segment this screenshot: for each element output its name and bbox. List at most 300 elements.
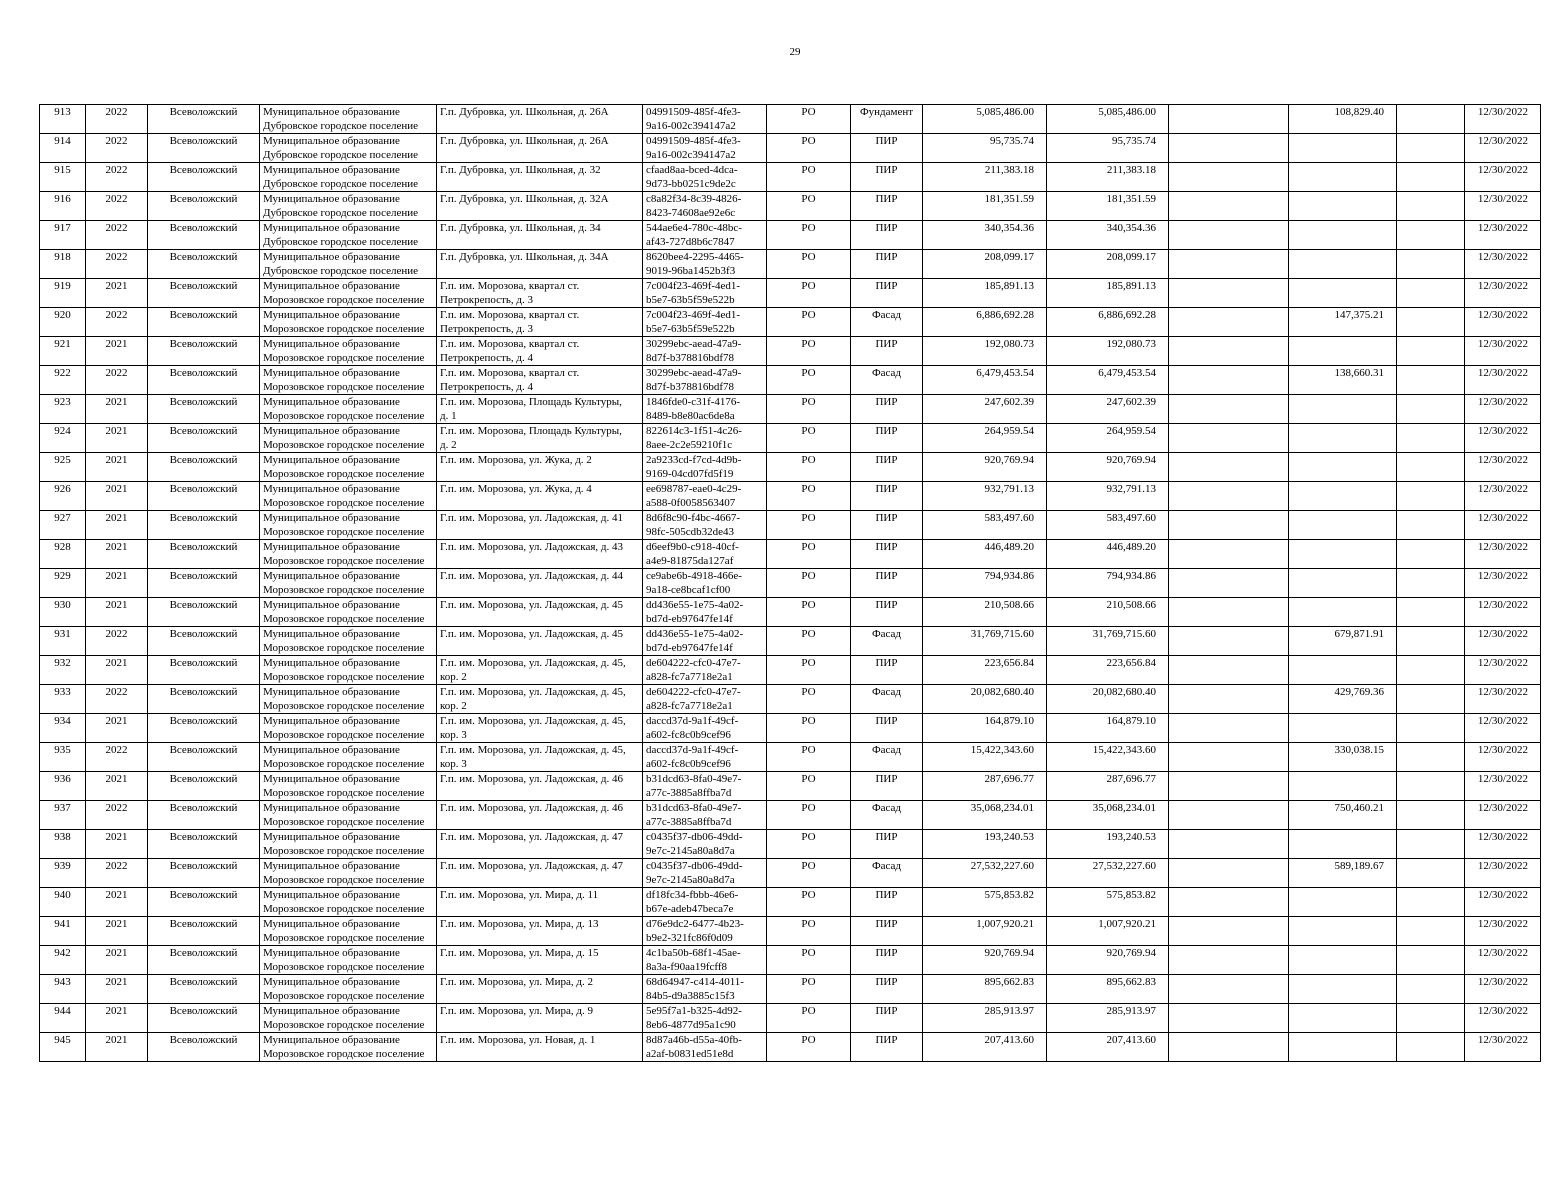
table-row [40, 946, 1541, 975]
cell-source: РО [767, 830, 851, 859]
cell-guid [643, 453, 767, 482]
cell-date: 12/30/2022 [1465, 366, 1541, 395]
cell-date: 12/30/2022 [1465, 105, 1541, 134]
cell-guid [643, 424, 767, 453]
cell-total-sum: 95,735.74 [923, 134, 1047, 163]
cell-district: Всеволожский [148, 1004, 260, 1033]
cell-municipality-line: Муниципальное образование [263, 454, 400, 466]
cell-col-4 [1289, 453, 1397, 482]
cell-municipality [260, 134, 437, 163]
cell-address [437, 337, 643, 366]
cell-municipality [260, 772, 437, 801]
cell-address-line: Г.п. им. Морозова, ул. Новая, д. 1 [440, 1034, 596, 1046]
cell-municipality-line: Морозовское городское поселение [263, 990, 425, 1002]
cell-work-type: ПИР [851, 714, 923, 743]
cell-address [437, 482, 643, 511]
cell-col-4 [1289, 569, 1397, 598]
cell-municipality [260, 888, 437, 917]
cell-col-3 [1169, 743, 1289, 772]
cell-address-line: Г.п. Дубровка, ул. Школьная, д. 34А [440, 251, 609, 263]
cell-work-type: Фасад [851, 308, 923, 337]
cell-municipality [260, 685, 437, 714]
cell-address-line: Г.п. им. Морозова, ул. Ладожская, д. 43 [440, 541, 623, 553]
cell-col-4 [1289, 540, 1397, 569]
cell-col-5 [1397, 1004, 1465, 1033]
cell-source: РО [767, 453, 851, 482]
cell-total-sum: 6,479,453.54 [923, 366, 1047, 395]
cell-col-5 [1397, 337, 1465, 366]
table-row [40, 1033, 1541, 1062]
cell-total-sum: 446,489.20 [923, 540, 1047, 569]
cell-municipality-line: Морозовское городское поселение [263, 932, 425, 944]
cell-address [437, 888, 643, 917]
cell-guid [643, 946, 767, 975]
cell-guid-line: 8423-74608ae92e6c [646, 207, 736, 219]
cell-guid [643, 714, 767, 743]
cell-col-4 [1289, 337, 1397, 366]
cell-sum-fund: 794,934.86 [1047, 569, 1169, 598]
table-row [40, 801, 1541, 830]
cell-row-number: 920 [40, 308, 86, 337]
cell-district: Всеволожский [148, 975, 260, 1004]
cell-total-sum: 1,007,920.21 [923, 917, 1047, 946]
table-row [40, 656, 1541, 685]
cell-year: 2021 [86, 337, 148, 366]
cell-guid-line: a828-fc7a7718e2a1 [646, 671, 733, 683]
cell-year: 2021 [86, 395, 148, 424]
table-row [40, 714, 1541, 743]
cell-total-sum: 285,913.97 [923, 1004, 1047, 1033]
cell-total-sum: 185,891.13 [923, 279, 1047, 308]
cell-address [437, 250, 643, 279]
table-row [40, 105, 1541, 134]
cell-guid-line: 8d7f-b378816bdf78 [646, 381, 734, 393]
cell-district: Всеволожский [148, 192, 260, 221]
cell-municipality-line: Муниципальное образование [263, 889, 400, 901]
cell-source: РО [767, 366, 851, 395]
cell-col-3 [1169, 308, 1289, 337]
cell-guid-line: cfaad8aa-bced-4dca- [646, 164, 738, 176]
cell-guid [643, 743, 767, 772]
cell-work-type: ПИР [851, 540, 923, 569]
cell-district: Всеволожский [148, 395, 260, 424]
cell-address-line: Г.п. им. Морозова, ул. Жука, д. 4 [440, 483, 592, 495]
cell-guid [643, 569, 767, 598]
cell-work-type: Фасад [851, 743, 923, 772]
cell-municipality-line: Муниципальное образование [263, 251, 400, 263]
cell-address-line: Г.п. Дубровка, ул. Школьная, д. 26А [440, 135, 609, 147]
cell-row-number: 917 [40, 221, 86, 250]
cell-municipality [260, 308, 437, 337]
cell-guid [643, 1004, 767, 1033]
cell-municipality-line: Муниципальное образование [263, 1034, 400, 1046]
cell-source: РО [767, 337, 851, 366]
cell-work-type: ПИР [851, 337, 923, 366]
cell-date: 12/30/2022 [1465, 830, 1541, 859]
cell-address [437, 772, 643, 801]
cell-address [437, 163, 643, 192]
cell-year: 2022 [86, 801, 148, 830]
cell-municipality-line: Морозовское городское поселение [263, 323, 425, 335]
cell-district: Всеволожский [148, 134, 260, 163]
cell-col-3 [1169, 685, 1289, 714]
cell-guid-line: ee698787-eae0-4c29- [646, 483, 742, 495]
cell-year: 2021 [86, 598, 148, 627]
cell-row-number: 934 [40, 714, 86, 743]
cell-work-type: ПИР [851, 917, 923, 946]
cell-work-type: ПИР [851, 134, 923, 163]
cell-row-number: 928 [40, 540, 86, 569]
cell-municipality [260, 946, 437, 975]
cell-address [437, 830, 643, 859]
cell-sum-fund: 920,769.94 [1047, 946, 1169, 975]
cell-guid-line: 9d73-bb0251c9de2c [646, 178, 736, 190]
cell-total-sum: 181,351.59 [923, 192, 1047, 221]
cell-guid-line: bd7d-eb97647fe14f [646, 613, 733, 625]
cell-guid-line: af43-727d8b6c7847 [646, 236, 735, 248]
cell-municipality-line: Дубровское городское поселение [263, 178, 419, 190]
cell-guid [643, 917, 767, 946]
cell-municipality-line: Муниципальное образование [263, 483, 400, 495]
cell-col-5 [1397, 134, 1465, 163]
cell-address-line: Г.п. им. Морозова, квартал ст. [440, 367, 580, 379]
cell-guid-line: 04991509-485f-4fe3- [646, 135, 741, 147]
cell-col-3 [1169, 250, 1289, 279]
cell-col-3 [1169, 656, 1289, 685]
cell-address [437, 714, 643, 743]
cell-municipality-line: Морозовское городское поселение [263, 758, 425, 770]
cell-col-3 [1169, 192, 1289, 221]
cell-address [437, 395, 643, 424]
cell-sum-fund: 35,068,234.01 [1047, 801, 1169, 830]
table-row [40, 685, 1541, 714]
cell-sum-fund: 193,240.53 [1047, 830, 1169, 859]
cell-municipality-line: Муниципальное образование [263, 512, 400, 524]
cell-guid-line: b31dcd63-8fa0-49e7- [646, 773, 742, 785]
table-row [40, 598, 1541, 627]
cell-col-4 [1289, 482, 1397, 511]
cell-source: РО [767, 1004, 851, 1033]
cell-guid [643, 540, 767, 569]
cell-guid-line: 9169-04cd07fd5f19 [646, 468, 734, 480]
cell-total-sum: 207,413.60 [923, 1033, 1047, 1062]
cell-address [437, 192, 643, 221]
cell-col-3 [1169, 424, 1289, 453]
cell-date: 12/30/2022 [1465, 627, 1541, 656]
cell-district: Всеволожский [148, 859, 260, 888]
table-row [40, 308, 1541, 337]
cell-address-line: Г.п. им. Морозова, ул. Ладожская, д. 45, [440, 686, 626, 698]
cell-row-number: 919 [40, 279, 86, 308]
cell-col-3 [1169, 511, 1289, 540]
cell-address-line: Г.п. им. Морозова, ул. Ладожская, д. 45, [440, 657, 626, 669]
cell-guid [643, 888, 767, 917]
cell-col-3 [1169, 105, 1289, 134]
cell-guid-line: 8d6f8c90-f4bc-4667- [646, 512, 741, 524]
cell-municipality-line: Муниципальное образование [263, 193, 400, 205]
cell-district: Всеволожский [148, 337, 260, 366]
cell-col-5 [1397, 598, 1465, 627]
table-row [40, 569, 1541, 598]
cell-total-sum: 193,240.53 [923, 830, 1047, 859]
cell-district: Всеволожский [148, 946, 260, 975]
cell-work-type: ПИР [851, 656, 923, 685]
cell-municipality-line: Морозовское городское поселение [263, 845, 425, 857]
cell-municipality-line: Морозовское городское поселение [263, 816, 425, 828]
cell-total-sum: 895,662.83 [923, 975, 1047, 1004]
cell-source: РО [767, 569, 851, 598]
cell-municipality-line: Муниципальное образование [263, 773, 400, 785]
cell-col-4: 330,038.15 [1289, 743, 1397, 772]
cell-guid-line: d76e9dc2-6477-4b23- [646, 918, 744, 930]
cell-col-4 [1289, 917, 1397, 946]
cell-municipality [260, 482, 437, 511]
cell-row-number: 916 [40, 192, 86, 221]
cell-date: 12/30/2022 [1465, 308, 1541, 337]
cell-municipality [260, 714, 437, 743]
table-row [40, 337, 1541, 366]
cell-sum-fund: 185,891.13 [1047, 279, 1169, 308]
cell-year: 2022 [86, 366, 148, 395]
cell-col-5 [1397, 366, 1465, 395]
cell-col-4 [1289, 221, 1397, 250]
cell-year: 2021 [86, 830, 148, 859]
cell-address-line: Г.п. им. Морозова, ул. Ладожская, д. 47 [440, 831, 623, 843]
cell-source: РО [767, 772, 851, 801]
cell-row-number: 930 [40, 598, 86, 627]
cell-col-3 [1169, 772, 1289, 801]
cell-row-number: 945 [40, 1033, 86, 1062]
cell-year: 2022 [86, 743, 148, 772]
cell-municipality-line: Морозовское городское поселение [263, 787, 425, 799]
cell-guid-line: 98fc-505cdb32de43 [646, 526, 734, 538]
cell-col-3 [1169, 888, 1289, 917]
cell-address-line: Г.п. им. Морозова, ул. Ладожская, д. 45 [440, 599, 623, 611]
cell-address-line: Г.п. им. Морозова, ул. Ладожская, д. 45, [440, 744, 626, 756]
cell-source: РО [767, 105, 851, 134]
cell-municipality [260, 366, 437, 395]
cell-date: 12/30/2022 [1465, 859, 1541, 888]
cell-address-line: Г.п. Дубровка, ул. Школьная, д. 32А [440, 193, 609, 205]
cell-guid-line: 4c1ba50b-68f1-45ae- [646, 947, 741, 959]
cell-col-3 [1169, 366, 1289, 395]
cell-year: 2021 [86, 946, 148, 975]
cell-municipality [260, 830, 437, 859]
cell-col-3 [1169, 1033, 1289, 1062]
cell-address [437, 598, 643, 627]
cell-sum-fund: 223,656.84 [1047, 656, 1169, 685]
cell-col-5 [1397, 859, 1465, 888]
table-row [40, 395, 1541, 424]
table-row [40, 772, 1541, 801]
cell-year: 2022 [86, 859, 148, 888]
cell-col-4 [1289, 975, 1397, 1004]
cell-guid-line: 2a9233cd-f7cd-4d9b- [646, 454, 742, 466]
cell-sum-fund: 287,696.77 [1047, 772, 1169, 801]
cell-municipality-line: Муниципальное образование [263, 860, 400, 872]
cell-guid-line: 8eb6-4877d95a1c90 [646, 1019, 736, 1031]
cell-row-number: 929 [40, 569, 86, 598]
cell-address [437, 859, 643, 888]
cell-address-line: Г.п. Дубровка, ул. Школьная, д. 32 [440, 164, 601, 176]
cell-address-line: д. 2 [440, 439, 457, 451]
cell-col-4: 138,660.31 [1289, 366, 1397, 395]
cell-municipality-line: Морозовское городское поселение [263, 700, 425, 712]
cell-guid-line: 9019-96ba1452b3f3 [646, 265, 736, 277]
cell-address [437, 685, 643, 714]
cell-col-5 [1397, 569, 1465, 598]
cell-municipality [260, 453, 437, 482]
cell-work-type: ПИР [851, 482, 923, 511]
cell-col-3 [1169, 163, 1289, 192]
cell-address-line: кор. 2 [440, 700, 467, 712]
cell-source: РО [767, 540, 851, 569]
table-row [40, 424, 1541, 453]
cell-municipality [260, 221, 437, 250]
cell-guid-line: 822614c3-1f51-4c26- [646, 425, 742, 437]
cell-total-sum: 192,080.73 [923, 337, 1047, 366]
cell-district: Всеволожский [148, 453, 260, 482]
cell-col-5 [1397, 453, 1465, 482]
cell-row-number: 922 [40, 366, 86, 395]
cell-year: 2021 [86, 540, 148, 569]
cell-municipality-line: Морозовское городское поселение [263, 555, 425, 567]
cell-work-type: ПИР [851, 946, 923, 975]
cell-address-line: Петрокрепость, д. 4 [440, 352, 533, 364]
cell-row-number: 939 [40, 859, 86, 888]
cell-work-type: Фасад [851, 801, 923, 830]
cell-district: Всеволожский [148, 250, 260, 279]
cell-district: Всеволожский [148, 105, 260, 134]
cell-sum-fund: 583,497.60 [1047, 511, 1169, 540]
table-row [40, 482, 1541, 511]
cell-total-sum: 340,354.36 [923, 221, 1047, 250]
cell-address-line: Г.п. Дубровка, ул. Школьная, д. 26А [440, 106, 609, 118]
cell-row-number: 936 [40, 772, 86, 801]
cell-row-number: 914 [40, 134, 86, 163]
cell-municipality-line: Муниципальное образование [263, 396, 400, 408]
cell-work-type: ПИР [851, 250, 923, 279]
cell-district: Всеволожский [148, 656, 260, 685]
cell-work-type: ПИР [851, 221, 923, 250]
cell-work-type: ПИР [851, 888, 923, 917]
cell-municipality [260, 743, 437, 772]
cell-address-line: Г.п. им. Морозова, ул. Жука, д. 2 [440, 454, 592, 466]
cell-guid-line: de604222-cfc0-47e7- [646, 686, 741, 698]
cell-district: Всеволожский [148, 366, 260, 395]
cell-address-line: Г.п. им. Морозова, ул. Мира, д. 13 [440, 918, 599, 930]
cell-total-sum: 31,769,715.60 [923, 627, 1047, 656]
cell-district: Всеволожский [148, 627, 260, 656]
cell-guid-line: a77c-3885a8ffba7d [646, 816, 732, 828]
cell-guid-line: a588-0f0058563407 [646, 497, 736, 509]
cell-sum-fund: 181,351.59 [1047, 192, 1169, 221]
cell-row-number: 935 [40, 743, 86, 772]
cell-work-type: ПИР [851, 772, 923, 801]
cell-col-4 [1289, 888, 1397, 917]
cell-source: РО [767, 946, 851, 975]
cell-work-type: ПИР [851, 569, 923, 598]
cell-guid-line: 9a18-ce8bcaf1cf00 [646, 584, 731, 596]
cell-year: 2021 [86, 1033, 148, 1062]
table-row [40, 134, 1541, 163]
table-row [40, 279, 1541, 308]
cell-col-5 [1397, 714, 1465, 743]
cell-sum-fund: 6,886,692.28 [1047, 308, 1169, 337]
cell-guid-line: 7c004f23-469f-4ed1- [646, 309, 741, 321]
cell-guid-line: d6eef9b0-c918-40cf- [646, 541, 739, 553]
cell-date: 12/30/2022 [1465, 1004, 1541, 1033]
cell-total-sum: 164,879.10 [923, 714, 1047, 743]
cell-source: РО [767, 511, 851, 540]
cell-guid-line: 8a3a-f90aa19fcff8 [646, 961, 728, 973]
cell-address [437, 569, 643, 598]
cell-sum-fund: 20,082,680.40 [1047, 685, 1169, 714]
cell-municipality [260, 540, 437, 569]
cell-row-number: 943 [40, 975, 86, 1004]
cell-guid-line: 8489-b8e80ac6de8a [646, 410, 735, 422]
cell-year: 2021 [86, 714, 148, 743]
cell-col-3 [1169, 337, 1289, 366]
cell-guid-line: a828-fc7a7718e2a1 [646, 700, 733, 712]
cell-row-number: 937 [40, 801, 86, 830]
cell-guid-line: b67e-adeb47beca7e [646, 903, 734, 915]
cell-col-4 [1289, 134, 1397, 163]
cell-guid-line: c0435f37-db06-49dd- [646, 831, 743, 843]
cell-address-line: Г.п. им. Морозова, Площадь Культуры, [440, 396, 622, 408]
cell-municipality-line: Морозовское городское поселение [263, 439, 425, 451]
cell-date: 12/30/2022 [1465, 569, 1541, 598]
cell-date: 12/30/2022 [1465, 134, 1541, 163]
cell-district: Всеволожский [148, 1033, 260, 1062]
cell-address [437, 308, 643, 337]
cell-sum-fund: 575,853.82 [1047, 888, 1169, 917]
cell-year: 2021 [86, 511, 148, 540]
cell-total-sum: 247,602.39 [923, 395, 1047, 424]
cell-municipality-line: Муниципальное образование [263, 947, 400, 959]
cell-guid-line: 9a16-002c394147a2 [646, 120, 736, 132]
cell-guid-line: 1846fde0-c31f-4176- [646, 396, 741, 408]
cell-municipality-line: Муниципальное образование [263, 802, 400, 814]
cell-district: Всеволожский [148, 714, 260, 743]
cell-municipality-line: Морозовское городское поселение [263, 1019, 425, 1031]
cell-year: 2022 [86, 192, 148, 221]
cell-total-sum: 5,085,486.00 [923, 105, 1047, 134]
cell-municipality-line: Муниципальное образование [263, 976, 400, 988]
cell-col-3 [1169, 1004, 1289, 1033]
cell-municipality [260, 192, 437, 221]
cell-municipality-line: Морозовское городское поселение [263, 1048, 425, 1060]
cell-source: РО [767, 163, 851, 192]
cell-address-line: Петрокрепость, д. 4 [440, 381, 533, 393]
cell-total-sum: 932,791.13 [923, 482, 1047, 511]
cell-guid-line: b5e7-63b5f59e522b [646, 323, 735, 335]
cell-municipality-line: Морозовское городское поселение [263, 903, 425, 915]
cell-col-5 [1397, 105, 1465, 134]
cell-municipality-line: Муниципальное образование [263, 541, 400, 553]
cell-year: 2022 [86, 250, 148, 279]
cell-source: РО [767, 192, 851, 221]
cell-municipality [260, 975, 437, 1004]
cell-guid-line: 9e7c-2145a80a8d7a [646, 845, 735, 857]
cell-col-4: 589,189.67 [1289, 859, 1397, 888]
cell-sum-fund: 446,489.20 [1047, 540, 1169, 569]
cell-col-5 [1397, 511, 1465, 540]
cell-municipality [260, 569, 437, 598]
cell-guid-line: 9a16-002c394147a2 [646, 149, 736, 161]
cell-address [437, 917, 643, 946]
cell-year: 2021 [86, 1004, 148, 1033]
